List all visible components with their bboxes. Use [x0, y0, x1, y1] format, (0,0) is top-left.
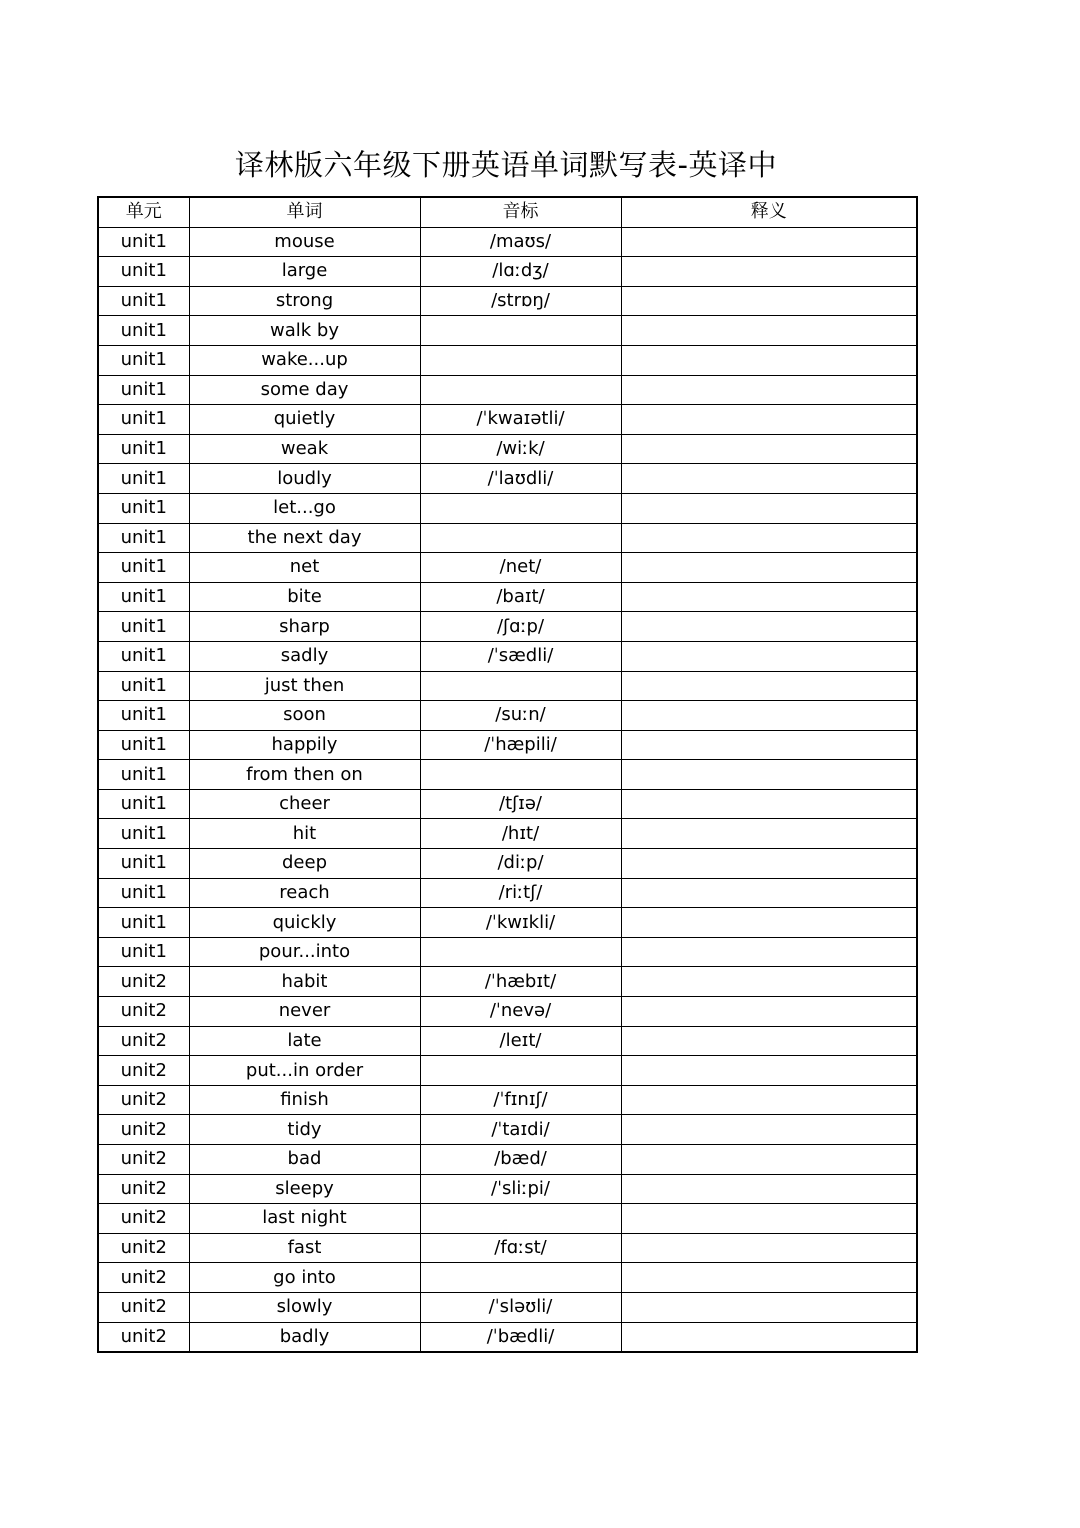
cell-meaning[interactable] — [621, 1322, 917, 1352]
cell-unit: unit2 — [98, 1145, 189, 1175]
table-header-row — [98, 197, 917, 227]
cell-word: last night — [189, 1204, 420, 1234]
cell-word: wake...up — [189, 345, 420, 375]
table-row — [98, 345, 917, 375]
cell-unit: unit1 — [98, 434, 189, 464]
cell-word: badly — [189, 1322, 420, 1352]
table-row — [98, 641, 917, 671]
cell-meaning[interactable] — [621, 1204, 917, 1234]
cell-word: sharp — [189, 612, 420, 642]
cell-unit: unit1 — [98, 493, 189, 523]
cell-unit: unit2 — [98, 1115, 189, 1145]
cell-phonetic: /ˈnevə/ — [420, 997, 621, 1027]
cell-meaning[interactable] — [621, 1115, 917, 1145]
cell-meaning[interactable] — [621, 375, 917, 405]
table-row — [98, 316, 917, 346]
cell-meaning[interactable] — [621, 967, 917, 997]
cell-phonetic: /ˈtaɪdi/ — [420, 1115, 621, 1145]
cell-word: some day — [189, 375, 420, 405]
cell-phonetic: /fɑːst/ — [420, 1233, 621, 1263]
cell-word: large — [189, 257, 420, 287]
cell-meaning[interactable] — [621, 1056, 917, 1086]
cell-word: quietly — [189, 405, 420, 435]
cell-meaning[interactable] — [621, 937, 917, 967]
cell-phonetic: /ˈlaʊdli/ — [420, 464, 621, 494]
cell-unit: unit1 — [98, 523, 189, 553]
cell-phonetic: /bæd/ — [420, 1145, 621, 1175]
cell-meaning[interactable] — [621, 760, 917, 790]
table-row — [98, 405, 917, 435]
cell-word: strong — [189, 286, 420, 316]
cell-word: bite — [189, 582, 420, 612]
cell-word: net — [189, 553, 420, 583]
cell-meaning[interactable] — [621, 612, 917, 642]
cell-word: go into — [189, 1263, 420, 1293]
table-row — [98, 760, 917, 790]
cell-meaning[interactable] — [621, 671, 917, 701]
header-word: 单词 — [189, 197, 420, 227]
cell-meaning[interactable] — [621, 405, 917, 435]
cell-unit: unit1 — [98, 286, 189, 316]
cell-unit: unit1 — [98, 553, 189, 583]
cell-unit: unit1 — [98, 375, 189, 405]
table-row — [98, 227, 917, 257]
cell-unit: unit1 — [98, 937, 189, 967]
cell-phonetic: /ˈhæpili/ — [420, 730, 621, 760]
table-row — [98, 286, 917, 316]
cell-phonetic — [420, 760, 621, 790]
cell-meaning[interactable] — [621, 345, 917, 375]
cell-phonetic — [420, 316, 621, 346]
cell-phonetic: /ˈsædli/ — [420, 641, 621, 671]
cell-unit: unit1 — [98, 849, 189, 879]
cell-phonetic: /leɪt/ — [420, 1026, 621, 1056]
vocabulary-table — [97, 196, 918, 1353]
cell-unit: unit2 — [98, 1026, 189, 1056]
table-row — [98, 819, 917, 849]
cell-unit: unit1 — [98, 227, 189, 257]
cell-unit: unit1 — [98, 316, 189, 346]
cell-unit: unit1 — [98, 612, 189, 642]
cell-phonetic — [420, 375, 621, 405]
table-row — [98, 375, 917, 405]
cell-phonetic: /hɪt/ — [420, 819, 621, 849]
cell-unit: unit1 — [98, 405, 189, 435]
cell-meaning[interactable] — [621, 789, 917, 819]
cell-meaning[interactable] — [621, 1233, 917, 1263]
cell-phonetic: /ˈhæbɪt/ — [420, 967, 621, 997]
cell-unit: unit1 — [98, 257, 189, 287]
table-row — [98, 1145, 917, 1175]
table-row — [98, 582, 917, 612]
cell-meaning[interactable] — [621, 1174, 917, 1204]
cell-phonetic: /ˈkwaɪətli/ — [420, 405, 621, 435]
cell-unit: unit1 — [98, 345, 189, 375]
cell-unit: unit1 — [98, 908, 189, 938]
cell-meaning[interactable] — [621, 819, 917, 849]
cell-word: just then — [189, 671, 420, 701]
table-row — [98, 908, 917, 938]
table-row — [98, 1263, 917, 1293]
cell-phonetic: /suːn/ — [420, 701, 621, 731]
cell-meaning[interactable] — [621, 730, 917, 760]
table-row — [98, 997, 917, 1027]
table-row — [98, 1292, 917, 1322]
cell-unit: unit2 — [98, 1322, 189, 1352]
cell-phonetic: /baɪt/ — [420, 582, 621, 612]
cell-word: happily — [189, 730, 420, 760]
cell-unit: unit1 — [98, 641, 189, 671]
table-row — [98, 1174, 917, 1204]
cell-meaning[interactable] — [621, 257, 917, 287]
table-row — [98, 493, 917, 523]
cell-word: slowly — [189, 1292, 420, 1322]
cell-meaning[interactable] — [621, 1026, 917, 1056]
cell-phonetic — [420, 671, 621, 701]
cell-unit: unit1 — [98, 671, 189, 701]
cell-word: late — [189, 1026, 420, 1056]
header-phonetic: 音标 — [420, 197, 621, 227]
cell-word: fast — [189, 1233, 420, 1263]
cell-word: deep — [189, 849, 420, 879]
cell-phonetic — [420, 1204, 621, 1234]
cell-meaning[interactable] — [621, 1263, 917, 1293]
page-title: 译林版六年级下册英语单词默写表-英译中 — [235, 148, 777, 182]
cell-meaning[interactable] — [621, 1085, 917, 1115]
cell-phonetic: /ˈsliːpi/ — [420, 1174, 621, 1204]
cell-unit: unit1 — [98, 730, 189, 760]
cell-phonetic: /net/ — [420, 553, 621, 583]
cell-meaning[interactable] — [621, 641, 917, 671]
cell-word: tidy — [189, 1115, 420, 1145]
cell-word: soon — [189, 701, 420, 731]
cell-word: sleepy — [189, 1174, 420, 1204]
cell-word: hit — [189, 819, 420, 849]
table-body — [98, 227, 917, 1352]
cell-phonetic: /ˈbædli/ — [420, 1322, 621, 1352]
cell-meaning[interactable] — [621, 553, 917, 583]
table-row — [98, 671, 917, 701]
cell-unit: unit2 — [98, 1233, 189, 1263]
cell-phonetic: /tʃɪə/ — [420, 789, 621, 819]
cell-phonetic — [420, 937, 621, 967]
cell-word: let...go — [189, 493, 420, 523]
header-meaning: 释义 — [621, 197, 917, 227]
cell-word: loudly — [189, 464, 420, 494]
table-row — [98, 701, 917, 731]
cell-unit: unit2 — [98, 1204, 189, 1234]
cell-phonetic: /strɒŋ/ — [420, 286, 621, 316]
cell-phonetic: /maʊs/ — [420, 227, 621, 257]
cell-phonetic — [420, 523, 621, 553]
cell-meaning[interactable] — [621, 316, 917, 346]
table-row — [98, 878, 917, 908]
cell-unit: unit2 — [98, 1292, 189, 1322]
cell-unit: unit1 — [98, 789, 189, 819]
table-row — [98, 612, 917, 642]
table-row — [98, 730, 917, 760]
table-row — [98, 849, 917, 879]
table-row — [98, 1085, 917, 1115]
cell-word: weak — [189, 434, 420, 464]
cell-word: pour...into — [189, 937, 420, 967]
cell-word: put...in order — [189, 1056, 420, 1086]
cell-phonetic — [420, 1263, 621, 1293]
cell-unit: unit1 — [98, 701, 189, 731]
cell-unit: unit2 — [98, 1085, 189, 1115]
cell-meaning[interactable] — [621, 464, 917, 494]
cell-meaning[interactable] — [621, 1292, 917, 1322]
cell-meaning[interactable] — [621, 701, 917, 731]
table-row — [98, 937, 917, 967]
cell-unit: unit2 — [98, 1056, 189, 1086]
cell-phonetic: /ʃɑːp/ — [420, 612, 621, 642]
table-row — [98, 1322, 917, 1352]
cell-word: cheer — [189, 789, 420, 819]
table-row — [98, 464, 917, 494]
cell-word: mouse — [189, 227, 420, 257]
cell-unit: unit1 — [98, 819, 189, 849]
cell-unit: unit2 — [98, 1263, 189, 1293]
header-unit: 单元 — [98, 197, 189, 227]
table-row — [98, 257, 917, 287]
cell-meaning[interactable] — [621, 434, 917, 464]
cell-word: from then on — [189, 760, 420, 790]
cell-phonetic: /ˈkwɪkli/ — [420, 908, 621, 938]
table-row — [98, 1233, 917, 1263]
cell-phonetic: /riːtʃ/ — [420, 878, 621, 908]
cell-word: the next day — [189, 523, 420, 553]
table-row — [98, 1204, 917, 1234]
cell-phonetic — [420, 493, 621, 523]
table-row — [98, 1115, 917, 1145]
cell-meaning[interactable] — [621, 1145, 917, 1175]
cell-phonetic: /diːp/ — [420, 849, 621, 879]
cell-unit: unit1 — [98, 582, 189, 612]
cell-word: habit — [189, 967, 420, 997]
cell-unit: unit1 — [98, 464, 189, 494]
cell-unit: unit2 — [98, 997, 189, 1027]
cell-meaning[interactable] — [621, 849, 917, 879]
cell-word: reach — [189, 878, 420, 908]
cell-word: bad — [189, 1145, 420, 1175]
cell-meaning[interactable] — [621, 286, 917, 316]
cell-unit: unit1 — [98, 878, 189, 908]
table-row — [98, 1056, 917, 1086]
cell-unit: unit1 — [98, 760, 189, 790]
cell-meaning[interactable] — [621, 878, 917, 908]
cell-phonetic: /lɑːdʒ/ — [420, 257, 621, 287]
table-row — [98, 553, 917, 583]
table-row — [98, 523, 917, 553]
cell-meaning[interactable] — [621, 582, 917, 612]
cell-phonetic — [420, 1056, 621, 1086]
cell-phonetic — [420, 345, 621, 375]
cell-phonetic: /wiːk/ — [420, 434, 621, 464]
cell-meaning[interactable] — [621, 493, 917, 523]
cell-phonetic: /ˈsləʊli/ — [420, 1292, 621, 1322]
cell-word: quickly — [189, 908, 420, 938]
cell-phonetic: /ˈfɪnɪʃ/ — [420, 1085, 621, 1115]
cell-unit: unit2 — [98, 967, 189, 997]
table-row — [98, 967, 917, 997]
cell-word: never — [189, 997, 420, 1027]
cell-word: sadly — [189, 641, 420, 671]
table-row — [98, 1026, 917, 1056]
cell-meaning[interactable] — [621, 908, 917, 938]
cell-word: finish — [189, 1085, 420, 1115]
table-row — [98, 434, 917, 464]
cell-meaning[interactable] — [621, 523, 917, 553]
cell-meaning[interactable] — [621, 997, 917, 1027]
table-row — [98, 789, 917, 819]
cell-meaning[interactable] — [621, 227, 917, 257]
cell-unit: unit2 — [98, 1174, 189, 1204]
cell-word: walk by — [189, 316, 420, 346]
